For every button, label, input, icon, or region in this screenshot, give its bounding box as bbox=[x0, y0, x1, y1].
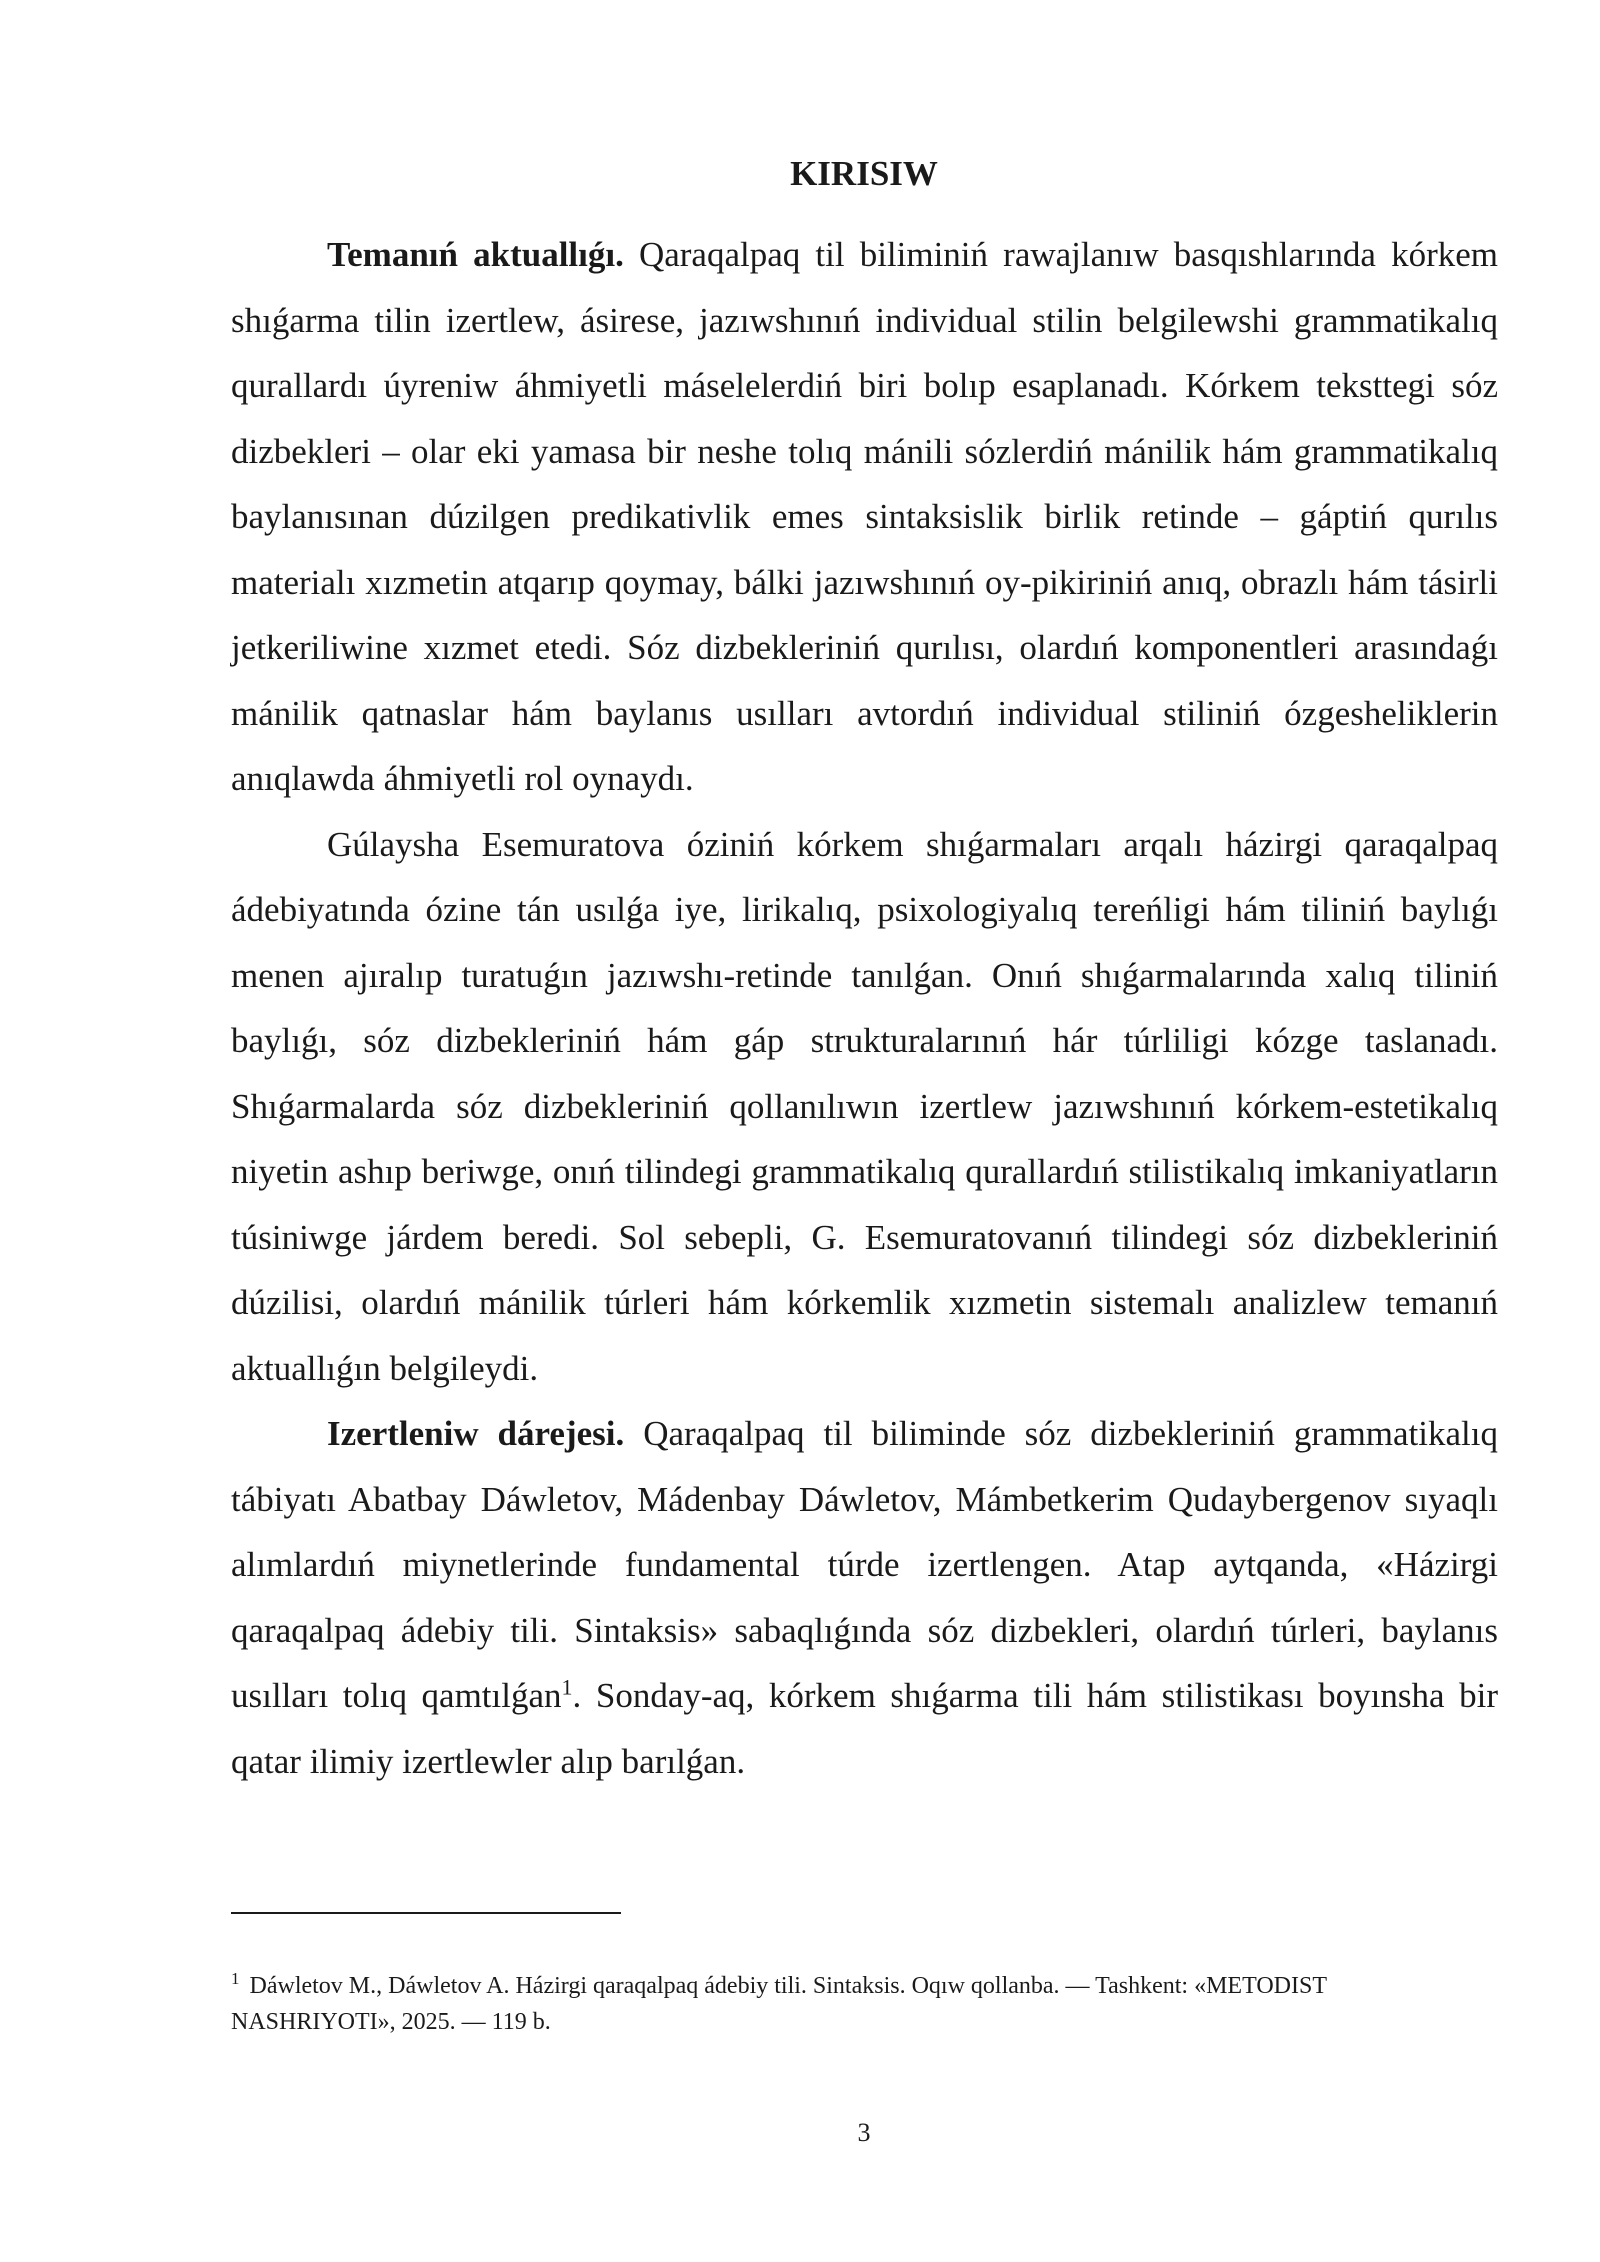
section-heading: KIRISIW bbox=[790, 154, 938, 193]
page-number: 3 bbox=[857, 2118, 871, 2147]
paragraph-text-research-level-end: . Sonday-aq, kórkem shıǵarma tili hám stilistikası boyınsha bir qatar ilimiy izertlewler alıp barılǵan. bbox=[231, 1676, 1498, 1781]
body-text bbox=[231, 222, 1498, 1794]
footnote-marker: 1 bbox=[231, 1969, 240, 1988]
footnote-separator bbox=[231, 1912, 621, 1914]
paragraph-text-research-level: Qaraqalpaq til biliminde sóz dizbekleriniń grammatikalıq tábiyatı Abatbay Dáwletov, Mádenbay Dáwletov, Mámbetkerim Qudaybergenov sıyaqlı alımlardıń miynetlerinde fundamental túrde izertlengen. Atap aytqanda, «Házirgi qaraqalpaq ádebiy tili. Sintaksis» sabaqlıǵında sóz dizbekleri, olardıń túrleri, baylanıs usılları tolıq qamtılǵan bbox=[231, 1414, 1498, 1715]
footnote-reference[interactable]: 1 bbox=[561, 1674, 573, 1700]
paragraph-lead-topic-relevance: Temanıń aktuallıǵı. bbox=[327, 235, 624, 274]
paragraph-author-overview bbox=[231, 812, 1498, 1402]
footnote-text: Dáwletov M., Dáwletov A. Házirgi qaraqalpaq ádebiy tili. Sintaksis. Oqıw qollanba. — Tashkent: «METODIST NASHRIYOTI», 2025. — 119 b. bbox=[231, 1973, 1327, 2035]
paragraph-text-author-overview: Gúlaysha Esemuratova óziniń kórkem shıǵarmaları arqalı házirgi qaraqalpaq ádebiyatında ózine tán usılǵa iye, lirikalıq, psixologiyalıq tereńligi hám tiliniń baylıǵı menen ajıralıp turatuǵın jazıwshı-retinde tanılǵan. Onıń shıǵarmalarında xalıq tiliniń baylıǵı, sóz dizbekleriniń hám gáp strukturalarınıń hár túrliligi kózge taslanadı. Shıǵarmalarda sóz dizbekleriniń qollanılıwın izertlew jazıwshınıń kórkem-estetikalıq niyetin ashıp beriwge, onıń tilindegi grammatikalıq qurallardıń stilistikalıq imkaniyatların túsiniwge járdem beredi. Sol sebepli, G. Esemuratovanıń tilindegi sóz dizbekleriniń dúzilisi, olardıń mánilik túrleri hám kórkemlik xızmetin sistemalı analizlew temanıń aktuallıǵın belgileydi. bbox=[231, 824, 1498, 1388]
paragraph-text-topic-relevance: Qaraqalpaq til biliminiń rawajlanıw basqıshlarında kórkem shıǵarma tilin izertlew, ásirese, jazıwshınıń individual stilin belgilewshi grammatikalıq qurallardı úyreniw áhmiyetli máselelerdiń biri bolıp esaplanadı. Kórkem teksttegi sóz dizbekleri – olar eki yamasa bir neshe tolıq mánili sózlerdiń mánilik hám grammatikalıq baylanısınan dúzilgen predikativlik emes sintaksislik birlik retinde – gáptiń qurılıs materialı xızmetin atqarıp qoymay, bálki jazıwshınıń oy-pikiriniń anıq, obrazlı hám tásirli jetkeriliwine xızmet etedi. Sóz dizbekleriniń qurılısı, olardıń komponentleri arasındaǵı mánilik qatnaslar hám baylanıs usılları avtordıń individual stiliniń ózgesheliklerin anıqlawda áhmiyetli rol oynaydı. bbox=[231, 235, 1498, 798]
footnote bbox=[231, 1968, 1381, 2040]
paragraph-research-level bbox=[231, 1401, 1498, 1794]
paragraph-lead-research-level: Izertleniw dárejesi. bbox=[327, 1414, 625, 1453]
paragraph-topic-relevance bbox=[231, 222, 1498, 812]
